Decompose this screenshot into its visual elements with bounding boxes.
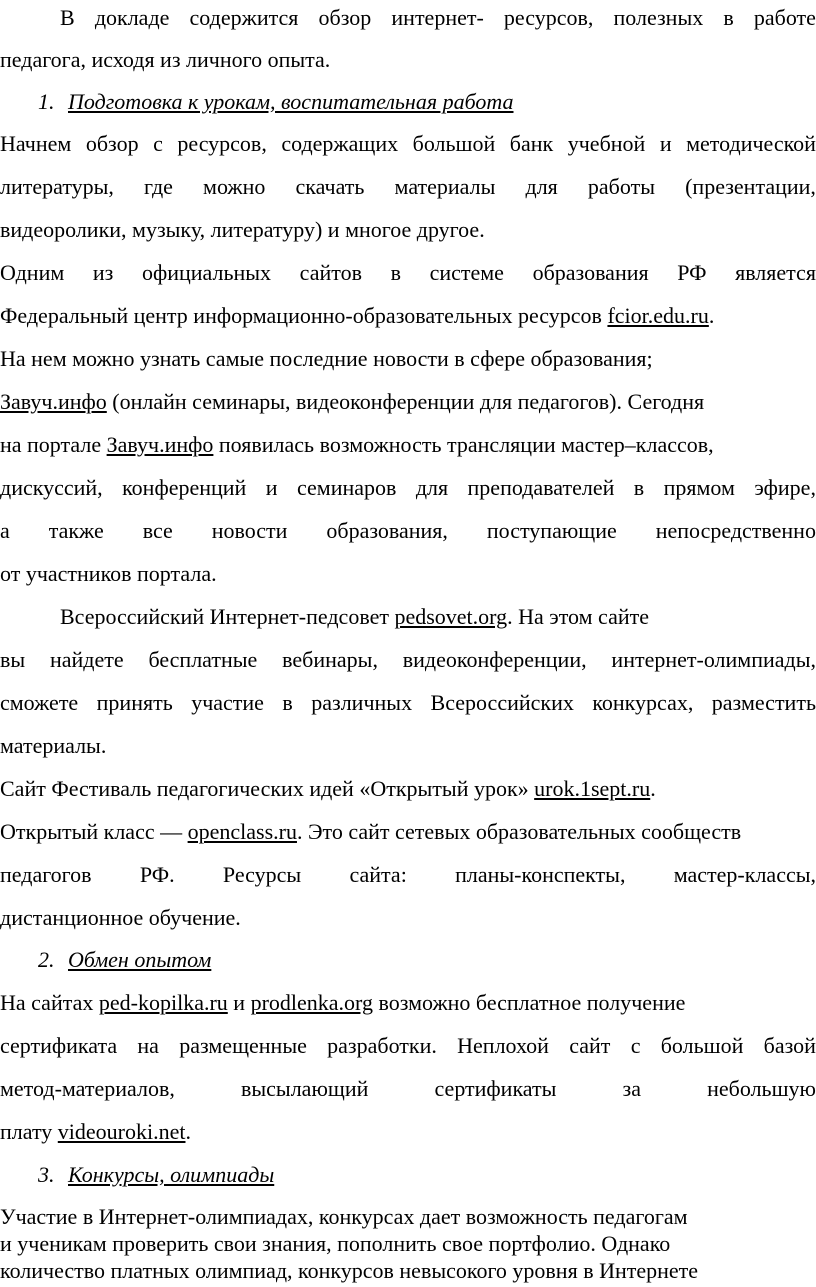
word: большой <box>660 1033 744 1058</box>
p7-punct: . <box>185 1119 191 1144</box>
word: для <box>525 174 558 199</box>
word: Всероссийских <box>430 690 574 715</box>
word: в <box>633 475 645 500</box>
p8-line-2: и ученикам проверить свои знания, пополнить свое портфолио. Однако <box>0 1231 671 1256</box>
word: сертификаты <box>434 1076 557 1101</box>
p2-line-3: На нем можно узнать самые последние новости в сфере образования; <box>0 346 653 371</box>
p4-line-4: материалы. <box>0 733 107 758</box>
word: сертификата <box>0 1033 118 1058</box>
word: участие <box>191 690 264 715</box>
word: полезных <box>613 5 704 30</box>
p3-line-2 <box>0 431 816 459</box>
word: метод-материалов, <box>0 1076 175 1101</box>
word: системе <box>429 260 504 285</box>
p7-text-and: и <box>233 990 246 1015</box>
word: Ресурсы <box>222 862 302 887</box>
word: в <box>723 5 734 30</box>
p7-text-1b: возможно бесплатное получение <box>378 990 686 1015</box>
p3-line-3 <box>0 474 816 502</box>
word: найдете <box>49 647 124 672</box>
word: содержится <box>189 5 299 30</box>
word: также <box>48 518 104 543</box>
p4-text-1a: Всероссийский Интернет-педсовет <box>60 604 389 629</box>
p6-line-2 <box>0 861 816 889</box>
word: непосредственно <box>655 518 816 543</box>
word: интернет- <box>391 5 484 30</box>
p7-text-1a: На сайтах <box>0 990 94 1015</box>
word: литературы, <box>0 174 114 199</box>
link-openclass[interactable]: openclass.ru <box>187 819 297 844</box>
p6-text-1a: Открытый класс — <box>0 819 183 844</box>
word: Начнем <box>0 131 72 156</box>
word: различных <box>311 690 413 715</box>
section-3-number: 3. <box>38 1162 55 1187</box>
p3-text-2b: появилась возможность трансляции мастер–классов, <box>218 432 714 457</box>
word: Одним <box>0 260 65 285</box>
p8-line-3: количество платных олимпиад, конкурсов невысокого уровня в Интернете <box>0 1258 699 1283</box>
word: с <box>153 131 163 156</box>
word: и <box>265 475 278 500</box>
word: базой <box>763 1033 816 1058</box>
section-2-title: Обмен опытом <box>68 947 212 972</box>
word: сможете <box>0 690 79 715</box>
word: Неплохой <box>457 1033 549 1058</box>
word: семинаров <box>296 475 397 500</box>
word: за <box>622 1076 641 1101</box>
p5-text: Сайт Фестиваль педагогических идей «Открытый урок» <box>0 776 529 801</box>
word: РФ <box>677 260 707 285</box>
word: методической <box>686 131 816 156</box>
word: образования, <box>326 518 448 543</box>
word: банк <box>509 131 554 156</box>
word: разработки. <box>327 1033 437 1058</box>
word: вы <box>0 647 26 672</box>
word: педагогов <box>0 862 92 887</box>
word: содержащих <box>281 131 399 156</box>
word: обзор <box>85 131 139 156</box>
word: размещенные <box>179 1033 307 1058</box>
word: является <box>735 260 816 285</box>
word: мастер-классы, <box>673 862 816 887</box>
p6-line-1 <box>0 818 816 846</box>
p8-line-1: Участие в Интернет-олимпиадах, конкурсах дает возможность педагогам <box>0 1204 688 1229</box>
word: сайтов <box>299 260 362 285</box>
p1-line-3: видеоролики, музыку, литературу) и многое другое. <box>0 217 485 242</box>
link-urok[interactable]: urok.1sept.ru <box>534 776 651 801</box>
word: поступающие <box>486 518 617 543</box>
word: эфире, <box>754 475 816 500</box>
word: планы-конспекты, <box>455 862 626 887</box>
p1-line-1 <box>0 130 816 158</box>
section-3-title: Конкурсы, олимпиады <box>68 1162 275 1187</box>
word: видеоконференции, <box>402 647 587 672</box>
p7-line-3 <box>0 1075 816 1103</box>
p4-line-2 <box>0 646 816 674</box>
word: высылающий <box>240 1076 369 1101</box>
p2-text-2: Федеральный центр информационно-образовательных ресурсов <box>0 303 602 328</box>
p3-text-1: (онлайн семинары, видеоконференции для педагогов). Сегодня <box>112 389 705 414</box>
word: в <box>390 260 401 285</box>
word: разместить <box>711 690 816 715</box>
word: преподавателей <box>467 475 615 500</box>
p7-text-4a: плату <box>0 1119 53 1144</box>
section-2-number: 2. <box>38 947 55 972</box>
word: вебинары, <box>282 647 378 672</box>
p2-line-2 <box>0 302 816 330</box>
word: РФ. <box>139 862 175 887</box>
word: учебной <box>567 131 646 156</box>
p5-line <box>0 775 816 803</box>
p2-punct: . <box>708 303 715 328</box>
word: обзор <box>318 5 372 30</box>
word: небольшую <box>707 1076 816 1101</box>
p3-line-5: от участников портала. <box>0 561 217 586</box>
word: В <box>60 5 75 30</box>
intro-line-2: педагога, исходя из личного опыта. <box>0 47 331 72</box>
section-1-title: Подготовка к урокам, воспитательная работа <box>68 89 514 114</box>
word: образования <box>532 260 649 285</box>
p3-text-2a: на портале <box>0 432 102 457</box>
word: в <box>282 690 293 715</box>
word: все <box>142 518 173 543</box>
word: принять <box>96 690 173 715</box>
word: официальных <box>141 260 272 285</box>
word: докладе <box>94 5 170 30</box>
link-zavuch-1[interactable]: Завуч.инфо <box>0 389 107 414</box>
word: ресурсов, <box>177 131 267 156</box>
link-fcior[interactable]: fcior.edu.ru <box>607 303 709 328</box>
intro-line-1 <box>60 4 816 32</box>
word: скачать <box>295 174 365 199</box>
p7-line-4 <box>0 1118 816 1146</box>
word: на <box>137 1033 159 1058</box>
word: с <box>630 1033 641 1058</box>
word: бесплатные <box>148 647 258 672</box>
word: из <box>92 260 114 285</box>
word: новости <box>211 518 288 543</box>
p7-line-1 <box>0 989 816 1017</box>
p6-line-3: дистанционное обучение. <box>0 905 241 930</box>
p3-line-4 <box>0 517 816 545</box>
word: можно <box>203 174 266 199</box>
word: работы <box>587 174 655 199</box>
p6-text-1b: . Это сайт сетевых образовательных сообществ <box>296 819 742 844</box>
p1-line-2 <box>0 173 816 201</box>
word: прямом <box>663 475 735 500</box>
word: (презентации, <box>685 174 816 199</box>
word: и <box>659 131 672 156</box>
word: интернет-олимпиады, <box>611 647 816 672</box>
p3-line-1 <box>0 388 816 416</box>
p4-text-1b: . На этом сайте <box>507 604 649 629</box>
word: конкурсах, <box>592 690 694 715</box>
link-prodlenka[interactable]: prodlenka.org <box>250 990 373 1015</box>
link-videouroki[interactable]: videouroki.net <box>57 1119 186 1144</box>
section-1-number: 1. <box>38 89 55 114</box>
p4-line-1 <box>60 603 816 631</box>
word: ресурсов, <box>503 5 594 30</box>
word: работе <box>753 5 816 30</box>
word: для <box>415 475 449 500</box>
word: сайт <box>569 1033 611 1058</box>
link-ped-kopilka[interactable]: ped-kopilka.ru <box>98 990 228 1015</box>
word: большой <box>412 131 496 156</box>
word: конференций <box>122 475 247 500</box>
link-zavuch-2[interactable]: Завуч.инфо <box>106 432 214 457</box>
p7-line-2 <box>0 1032 816 1060</box>
word: где <box>144 174 173 199</box>
p4-line-3 <box>0 689 816 717</box>
word: дискуссий, <box>0 475 103 500</box>
p2-line-1 <box>0 259 816 287</box>
word: сайта: <box>349 862 407 887</box>
word: материалы <box>394 174 496 199</box>
word: а <box>0 518 10 543</box>
p5-punct: . <box>650 776 656 801</box>
link-pedsovet[interactable]: pedsovet.org <box>394 604 508 629</box>
